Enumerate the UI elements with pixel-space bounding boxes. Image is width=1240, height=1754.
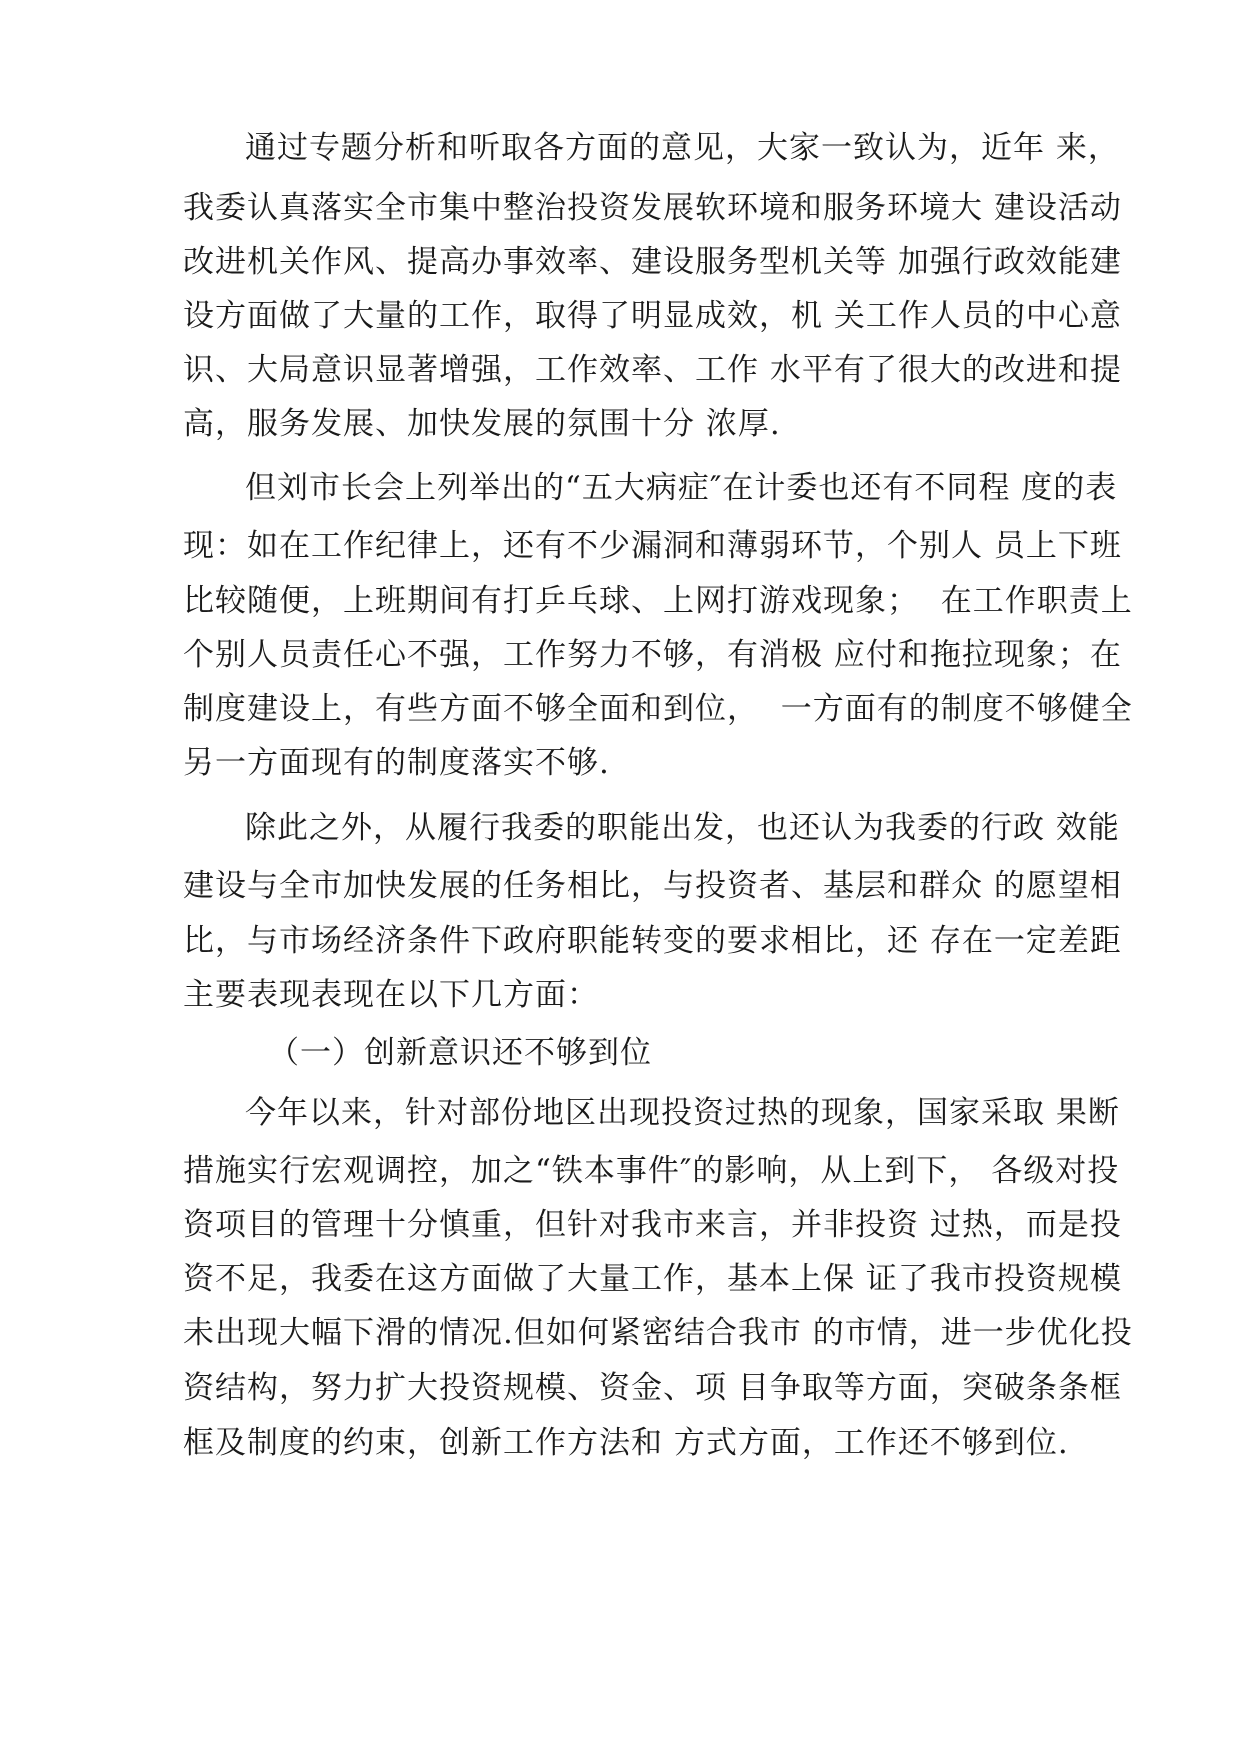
- paragraph-1-line-2: 我委认真落实全市集中整治投资发展软环境和服务环境大 建设活动: [183, 190, 1122, 226]
- paragraph-3-line-3: 比，与市场经济条件下政府职能转变的要求相比，还 存在一定差距: [183, 923, 1122, 959]
- paragraph-1-line-4: 设方面做了大量的工作，取得了明显成效，机 关工作人员的中心意: [183, 298, 1122, 334]
- paragraph-4-line-2: 措施实行宏观调控，加之“铁本事件″的影响，从上到下， 各级对投: [183, 1153, 1120, 1189]
- paragraph-3-line-1: 除此之外，从履行我委的职能出发，也还认为我委的行政 效能: [245, 810, 1120, 846]
- paragraph-4-line-6: 资结构，努力扩大投资规模、资金、项 目争取等方面，突破条条框: [183, 1370, 1122, 1406]
- paragraph-2-line-2: 现：如在工作纪律上，还有不少漏洞和薄弱环节，个别人 员上下班: [183, 528, 1122, 564]
- paragraph-2-line-5: 制度建设上，有些方面不够全面和到位， 一方面有的制度不够健全: [183, 691, 1133, 727]
- paragraph-1-line-6: 高，服务发展、加快发展的氛围十分 浓厚.: [183, 406, 781, 442]
- paragraph-1-line-5: 识、大局意识显著增强，工作效率、工作 水平有了很大的改进和提: [183, 352, 1122, 388]
- paragraph-1-line-1: 通过专题分析和听取各方面的意见，大家一致认为，近年 来，: [245, 130, 1120, 166]
- section-heading: （一）创新意识还不够到位: [268, 1035, 652, 1071]
- paragraph-2-line-1: 但刘市长会上列举出的“五大病症″在计委也还有不同程 度的表: [245, 470, 1118, 506]
- paragraph-4-line-1: 今年以来，针对部份地区出现投资过热的现象，国家采取 果断: [245, 1095, 1120, 1131]
- paragraph-2-line-4: 个别人员责任心不强，工作努力不够，有消极 应付和拖拉现象；在: [183, 637, 1122, 673]
- paragraph-1-line-3: 改进机关作风、提高办事效率、建设服务型机关等 加强行政效能建: [183, 244, 1122, 280]
- paragraph-2-line-3: 比较随便，上班期间有打乒乓球、上网打游戏现象； 在工作职责上: [183, 583, 1133, 619]
- paragraph-4-line-4: 资不足，我委在这方面做了大量工作，基本上保 证了我市投资规模: [183, 1261, 1122, 1297]
- paragraph-4-line-3: 资项目的管理十分慎重，但针对我市来言，并非投资 过热，而是投: [183, 1207, 1122, 1243]
- paragraph-2-line-6: 另一方面现有的制度落实不够.: [183, 745, 610, 781]
- paragraph-3-line-2: 建设与全市加快发展的任务相比，与投资者、基层和群众 的愿望相: [183, 868, 1122, 904]
- paragraph-4-line-5: 未出现大幅下滑的情况.但如何紧密结合我市 的市情，进一步优化投: [183, 1315, 1133, 1351]
- paragraph-4-line-7: 框及制度的约束，创新工作方法和 方式方面，工作还不够到位.: [183, 1425, 1069, 1461]
- paragraph-3-line-4: 主要表现表现在以下几方面：: [183, 977, 599, 1013]
